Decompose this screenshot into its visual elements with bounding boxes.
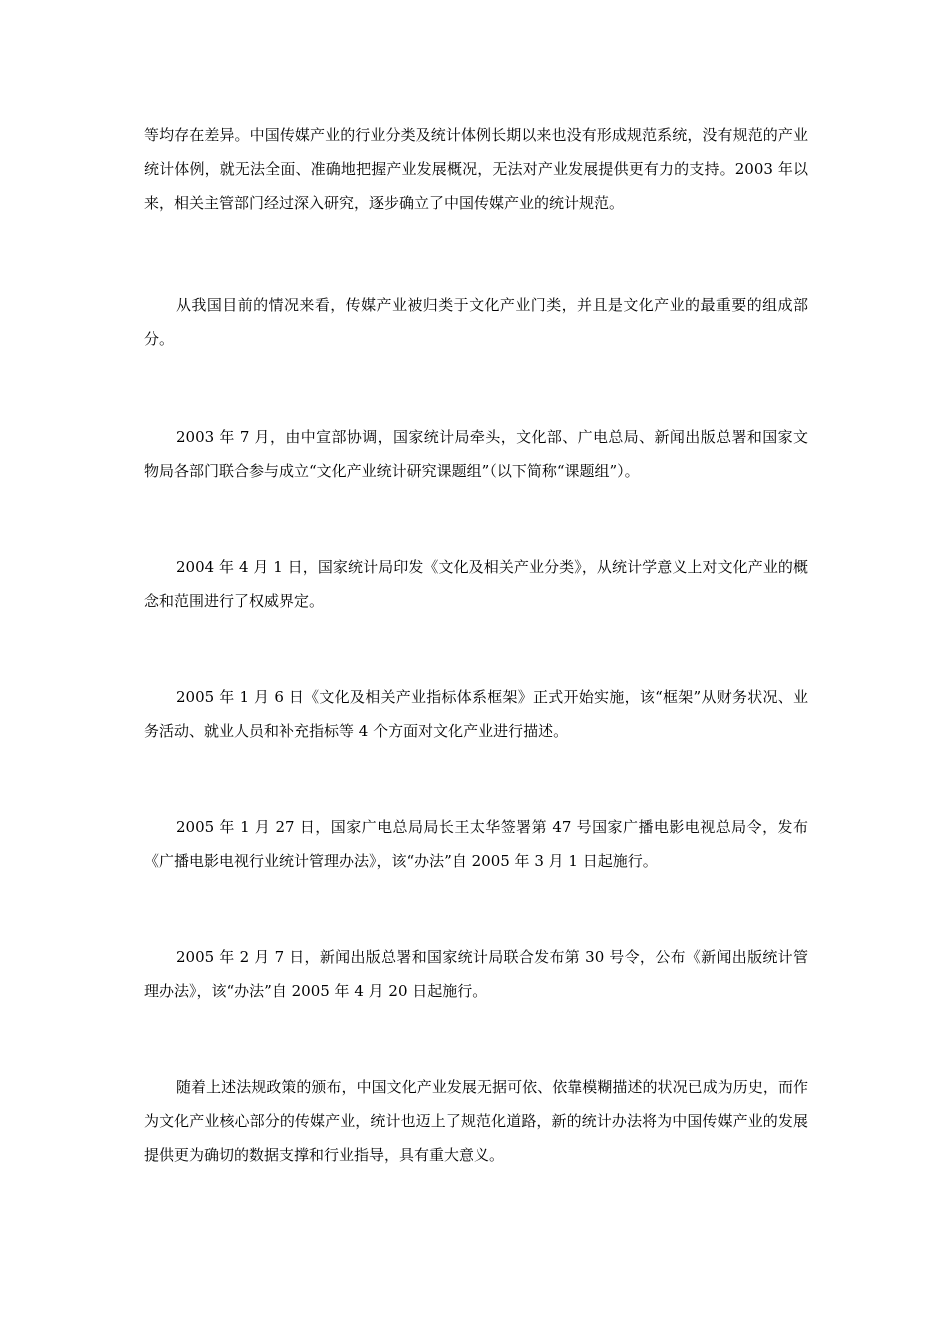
paragraph-7: 2005 年 2 月 7 日，新闻出版总署和国家统计局联合发布第 30 号令，公布《新闻出版统计管理办法》，该“办法”自 2005 年 4 月 20 日起施行。 <box>144 948 808 1000</box>
paragraph-3: 2003 年 7 月，由中宣部协调，国家统计局牵头，文化部、广电总局、新闻出版总署和国家文物局各部门联合参与成立“文化产业统计研究课题组”（以下简称“课题组”）。 <box>144 428 808 480</box>
paragraph-6: 2005 年 1 月 27 日，国家广电总局局长王太华签署第 47 号国家广播电影电视总局令，发布《广播电影电视行业统计管理办法》，该“办法”自 2005 年 3 月 1 日起施行。 <box>144 818 808 870</box>
paragraph-1: 等均存在差异。中国传媒产业的行业分类及统计体例长期以来也没有形成规范系统，没有规范的产业统计体例，就无法全面、准确地把握产业发展概况，无法对产业发展提供更有力的支持。2003 年以来，相关主管部门经过深入研究，逐步确立了中国传媒产业的统计规范。 <box>144 126 808 212</box>
paragraph-2: 从我国目前的情况来看，传媒产业被归类于文化产业门类，并且是文化产业的最重要的组成部分。 <box>144 296 808 348</box>
paragraph-5: 2005 年 1 月 6 日《文化及相关产业指标体系框架》正式开始实施，该“框架”从财务状况、业务活动、就业人员和补充指标等 4 个方面对文化产业进行描述。 <box>144 688 808 740</box>
paragraph-8: 随着上述法规政策的颁布，中国文化产业发展无据可依、依靠模糊描述的状况已成为历史，而作为文化产业核心部分的传媒产业，统计也迈上了规范化道路，新的统计办法将为中国传媒产业的发展提供更为确切的数据支撑和行业指导，具有重大意义。 <box>144 1078 808 1164</box>
paragraph-4: 2004 年 4 月 1 日，国家统计局印发《文化及相关产业分类》，从统计学意义上对文化产业的概念和范围进行了权威界定。 <box>144 558 808 610</box>
